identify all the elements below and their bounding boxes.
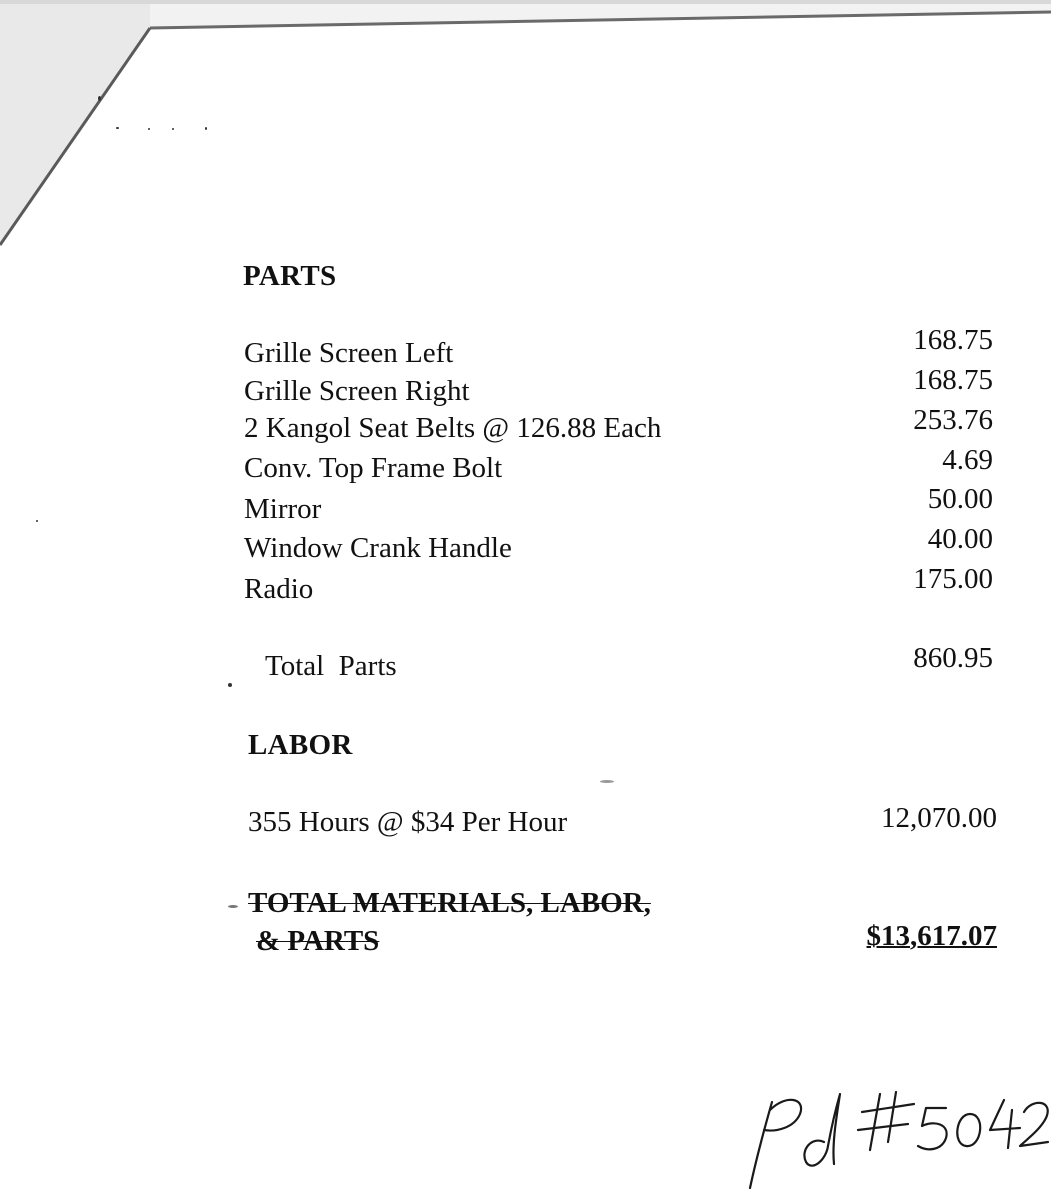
part-label-radio: Radio — [244, 573, 314, 605]
part-value-frame-bolt: 4.69 — [942, 444, 993, 476]
scan-speck — [98, 96, 101, 101]
grand-total-label-line1: TOTAL MATERIALS, LABOR, — [248, 887, 651, 919]
total-parts-label: Total Parts — [265, 650, 397, 682]
part-label-seat-belts: 2 Kangol Seat Belts @ 126.88 Each — [244, 412, 662, 444]
part-label-mirror: Mirror — [244, 493, 322, 525]
labor-heading: LABOR — [248, 729, 353, 761]
part-value-grille-screen-right: 168.75 — [913, 364, 993, 396]
scan-speck — [205, 127, 207, 130]
labor-line-label: 355 Hours @ $34 Per Hour — [248, 806, 568, 838]
part-value-radio: 175.00 — [913, 563, 993, 595]
scan-speck — [36, 520, 38, 522]
part-value-window-crank-handle: 40.00 — [927, 523, 993, 555]
part-value-seat-belts: 253.76 — [913, 404, 993, 436]
scan-speck — [228, 905, 238, 908]
parts-heading: PARTS — [243, 260, 337, 292]
scan-speck — [172, 128, 174, 130]
labor-line-value: 12,070.00 — [881, 802, 997, 834]
scan-speck — [228, 683, 232, 687]
scan-speck — [600, 780, 614, 783]
grand-total-label-line2: & PARTS — [256, 925, 380, 957]
part-label-frame-bolt: Conv. Top Frame Bolt — [244, 452, 503, 484]
part-value-mirror: 50.00 — [927, 483, 993, 515]
grand-total-value: $13,617.07 — [866, 920, 997, 952]
part-value-grille-screen-left: 168.75 — [913, 324, 993, 356]
part-label-grille-screen-left: Grille Screen Left — [244, 337, 454, 369]
scan-speck — [148, 128, 150, 130]
total-parts-value: 860.95 — [913, 642, 993, 674]
handwritten-paid-note — [720, 1080, 1050, 1192]
scan-speck — [116, 127, 119, 129]
part-label-grille-screen-right: Grille Screen Right — [244, 375, 470, 407]
part-label-window-crank-handle: Window Crank Handle — [244, 532, 512, 564]
grand-total-label — [248, 884, 651, 960]
